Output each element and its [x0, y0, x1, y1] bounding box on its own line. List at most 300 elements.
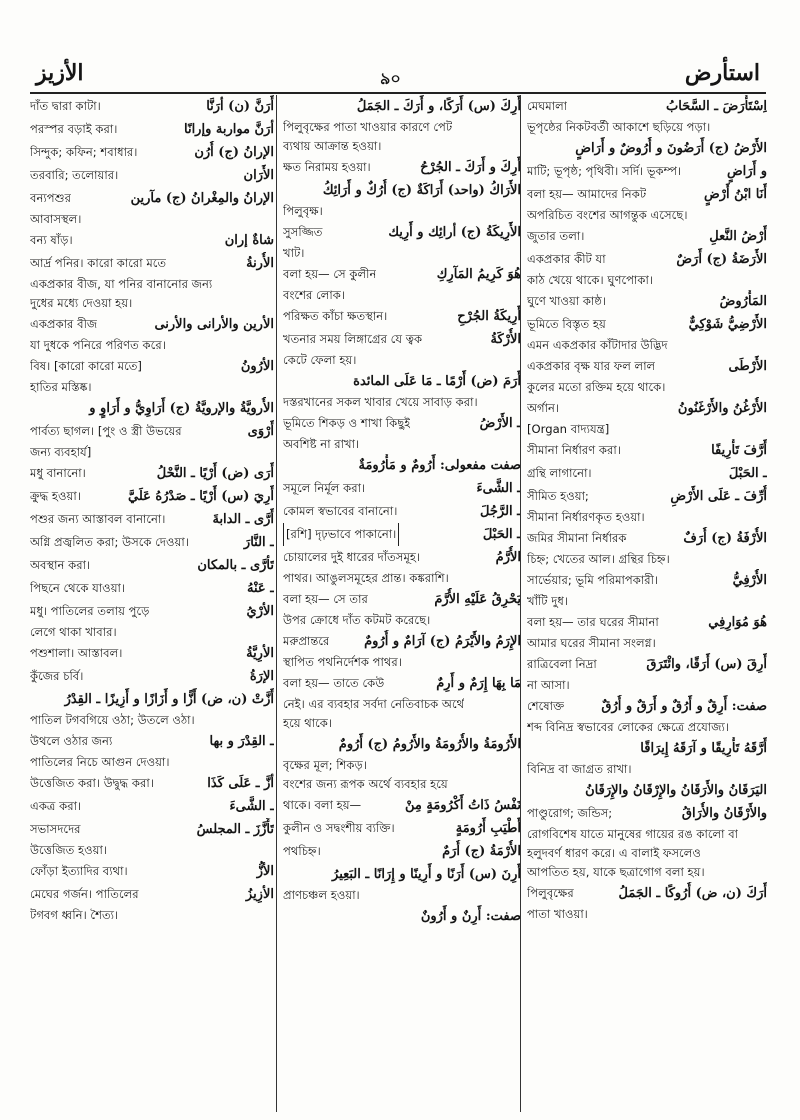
bengali-definition: উপর ক্রোধে দাঁত কটমট করেছে। — [283, 613, 431, 627]
entry-line — [527, 206, 767, 225]
arabic-headword: صفت: أَرِقٌ و أَرُقٌ و أَرَقٌ و أُرُقٌ — [601, 699, 767, 714]
arabic-headword: أَرْضُ النَّعلِ — [709, 229, 767, 244]
bengali-definition: বলা হয়— সে কুলীন — [283, 267, 377, 281]
entry-line — [30, 485, 274, 508]
entry-line — [30, 772, 274, 795]
entry-line — [283, 630, 521, 653]
arabic-headword: الأرُونُ — [240, 359, 274, 374]
arabic-headword: الأُرْمَةُ (ج) أُرَمٌ — [442, 844, 521, 859]
arabic-headword: أَطْيَبِ أَرُومَةٍ — [455, 821, 521, 836]
entry-line — [283, 393, 521, 412]
arabic-headword: تَأرَّى ـ بالمكان — [197, 558, 274, 573]
entry-line — [527, 550, 767, 569]
bengali-definition: পাতিল টগবগিয়ে ওঠা; উতলে ওঠা। — [30, 713, 195, 727]
entry-line — [527, 882, 767, 905]
bengali-definition: পশুর জন্য আস্তাবল বানানো। — [30, 512, 166, 526]
entry-line — [283, 95, 521, 118]
entry-line — [527, 290, 767, 313]
arabic-headword: الأُرنةُ — [246, 256, 274, 271]
bengali-definition: বিনিদ্র বা জাগ্রত রাখা। — [527, 762, 632, 776]
bengali-definition: বন্য ষাঁড়। — [30, 233, 73, 247]
entry-line — [283, 886, 521, 905]
bengali-definition: পরস্পর বড়াই করা। — [30, 122, 118, 136]
arabic-headword: صفت مفعولى: أَرُومٌ و مَأْرُومَةٌ — [358, 458, 521, 473]
bengali-definition: নেই। এর ব্যবহার সর্বদা নেতিবাচক অর্থে — [283, 697, 465, 711]
bengali-definition: বিষ। [কারো কারো মতে] — [30, 359, 142, 373]
arabic-headword: أَرِكَ و أَرَكَ ـ الجُرْحُ — [420, 160, 521, 175]
entry-line — [527, 160, 767, 183]
arabic-headword: الأَرَان — [243, 168, 274, 183]
entry-line — [30, 95, 274, 118]
bengali-definition: বংশের জন্য রূপক অর্থে ব্যবহার হয়ে — [283, 777, 448, 791]
entry-line — [283, 714, 521, 733]
arabic-headword: أَرْوَى — [247, 424, 274, 439]
entry-line — [30, 642, 274, 665]
bengali-definition: পার্বত্য ছাগল। [পুং ও স্ত্রী উভয়ের — [30, 424, 182, 438]
bengali-definition: হয়ে থাকে। — [283, 716, 333, 730]
bengali-definition: মধু বানানো। — [30, 466, 86, 480]
entry-line — [527, 95, 767, 118]
dictionary-column-middle — [276, 95, 521, 1112]
entry-line — [30, 378, 274, 397]
arabic-headword: المَأْرُوضُ — [719, 294, 767, 309]
bengali-definition: কোমল স্বভাবের বানানো। — [283, 504, 398, 518]
bengali-definition: খাট। — [283, 246, 305, 260]
bengali-definition: ভূপৃষ্ঠের নিকটবর্তী আকাশে ছড়িয়ে পড়া। — [527, 120, 711, 134]
bengali-definition: পাতিলের নিচে আগুন দেওয়া। — [30, 755, 170, 769]
arabic-headword: الأَرْضِيُّ شَوْكِيٌّ — [688, 317, 767, 332]
entry-line — [527, 802, 767, 825]
entry-line — [30, 275, 274, 294]
arabic-headword: الأرِيَّةُ — [246, 646, 274, 661]
entry-line — [527, 118, 767, 137]
bengali-definition: একপ্রকার কীট যা — [527, 252, 606, 266]
bengali-definition: অবস্থান করা। — [30, 558, 91, 572]
bengali-definition: একপ্রকার বৃক্ষ যার ফল লাল — [527, 359, 656, 373]
bengali-definition: অগ্নি প্রজ্বলিত করা; উসকে দেওয়া। — [30, 535, 189, 549]
arabic-headword: أَرِقَ (س) أَرَقًا، وائْتَرَقَ — [646, 657, 767, 672]
arabic-headword: ـ الحَبْلَ — [728, 466, 767, 481]
entry-line — [30, 531, 274, 554]
arabic-headword: الأُرَّمُ — [495, 550, 521, 565]
entry-line — [30, 841, 274, 860]
bengali-definition: জমির সীমানা নির্ধারক — [527, 531, 627, 545]
bengali-definition: পথচিহ্ন। — [283, 844, 321, 858]
arabic-headword: أَرَمَ (ض) أَرْمًا ـ مَا عَلَى المائدة — [353, 374, 521, 389]
entry-line — [283, 653, 521, 672]
bengali-definition: রোগবিশেষ যাতে মানুষের গায়ের রঙ কালো বা — [527, 827, 739, 841]
bengali-definition: পিলুবৃক্ষের পাতা খাওয়ার কারণে পেট — [283, 120, 453, 134]
entry-line — [283, 244, 521, 263]
bengali-definition: আমার ঘরের সীমানা সংলগ্ন। — [527, 636, 656, 650]
arabic-headword: الأرْيُ — [246, 604, 274, 619]
entry-line — [527, 508, 767, 527]
entry-line — [527, 183, 767, 206]
entry-line — [527, 378, 767, 397]
entry-line — [30, 753, 274, 772]
bengali-definition: লেগে থাকা খাবার। — [30, 625, 117, 639]
bengali-definition: সীমানা নির্ধারণ করা। — [527, 443, 621, 457]
entry-line — [527, 355, 767, 378]
bengali-definition: সুসজ্জিত — [283, 225, 323, 239]
entry-line — [283, 756, 521, 775]
bengali-definition: পিলুবৃক্ষের — [527, 886, 574, 900]
arabic-headword: تَأَزَّزَ ـ المجلسُ — [196, 822, 274, 837]
entry-line — [283, 523, 521, 546]
entry-line — [30, 229, 274, 252]
arabic-headword: الأَرَاكُ (واحد) أَرَاكَةٌ (ج) أُرُكٌ و أَرَائِكُ — [322, 183, 521, 198]
entry-line — [283, 202, 521, 221]
entry-line — [283, 305, 521, 328]
entry-line — [30, 164, 274, 187]
bengali-definition: একপ্রকার বীজ, যা পনির বানানোর জন্য — [30, 277, 213, 291]
entry-line — [30, 554, 274, 577]
bengali-definition: সীমিত হওয়া; — [527, 489, 589, 503]
entry-line — [30, 577, 274, 600]
entry-line — [283, 370, 521, 393]
arabic-headword: الأَرِيكَةُ (ج) أرائِك و أَرِيك — [388, 225, 521, 240]
arabic-headword: الإرانُ والمِغْرانُ (ج) مآرين — [130, 191, 274, 206]
entry-line — [527, 844, 767, 863]
entry-line — [283, 477, 521, 500]
bengali-definition: ঘুণে খাওয়া কাষ্ঠ। — [527, 294, 607, 308]
entry-line — [527, 397, 767, 420]
bengali-definition: কুলের মতো রক্তিম হয়ে থাকে। — [527, 380, 666, 394]
bengali-definition: মাটি; ভূপৃষ্ঠ; পৃথিবী। সর্দি। ভূকম্প। — [527, 164, 682, 178]
arabic-headword: يَحْرِقُ عَلَيْهِ الأُرَّمَ — [434, 592, 521, 607]
entry-line — [283, 263, 521, 286]
arabic-headword: الأرين والأرانى والأرنى — [154, 317, 274, 332]
arabic-headword: أَرَّفَ تَأْرِيفًا — [711, 443, 767, 458]
entry-line — [283, 286, 521, 305]
entry-line — [283, 118, 521, 137]
page-header — [0, 0, 800, 92]
arabic-headword: ـ الحَبْلَ — [482, 527, 521, 542]
arabic-headword: الأَرَضَةُ (ج) أَرَضٌ — [676, 252, 767, 267]
bengali-definition: উত্তেজিত হওয়া। — [30, 843, 108, 857]
bengali-definition: অর্গান। — [527, 401, 560, 415]
bengali-definition: পাতা খাওয়া। — [527, 907, 588, 921]
bengali-definition: আর্দ্র পনির। কারো কারো মতে — [30, 256, 167, 270]
bengali-definition: পাণ্ডুরোগ; জন্ডিস; — [527, 806, 613, 820]
header-guide-word-left: الأزيز — [36, 60, 84, 86]
bengali-definition: আবাসস্থল। — [30, 212, 82, 226]
entry-line — [283, 863, 521, 886]
arabic-headword: و أَرَاضٍ — [726, 164, 767, 179]
entry-line — [283, 905, 521, 928]
entry-line — [30, 252, 274, 275]
bengali-definition: এমন একপ্রকার কাঁটাদার উদ্ভিদ — [527, 338, 668, 352]
entry-line — [527, 271, 767, 290]
bengali-definition: তরবারি; তলোয়ার। — [30, 168, 119, 182]
bengali-definition: শেষোক্ত — [527, 699, 565, 713]
bengali-definition: পশুশালা। আস্তাবল। — [30, 646, 123, 660]
entry-line — [527, 676, 767, 695]
arabic-headword: الأُرْغُنُ والأَرْغَنُونُ — [677, 401, 767, 416]
bengali-definition: পরিক্ষত কাঁচা ক্ষতস্থান। — [283, 309, 388, 323]
bengali-definition: বৃক্ষের মূল; শিকড়। — [283, 758, 367, 772]
entry-line — [30, 665, 274, 688]
entry-line — [527, 248, 767, 271]
arabic-headword: الأَرْضُ (ج) أَرَضُونَ و أُرُوضٌ و أَرَاضٍ — [575, 141, 767, 156]
arabic-headword: والأَرْقَانُ والأُرَاقُ — [681, 806, 767, 821]
bengali-definition: জুতার তলা। — [527, 229, 585, 243]
entry-line — [283, 840, 521, 863]
arabic-headword: الأزُّ — [256, 864, 274, 879]
arabic-headword: الإرانُ (ج) أُرُن — [194, 145, 274, 160]
entry-line — [30, 294, 274, 313]
arabic-headword: أَرِكَ (س) أَرَكًا، و أَرَكَ ـ الجَمَلُ — [356, 99, 521, 114]
arabic-headword: اليَرَقَانُ والأَرَقَانُ والإِرْقَانُ والإِرَقَانُ — [585, 783, 767, 798]
bengali-definition: উথলে ওঠার জন্য — [30, 734, 113, 748]
bengali-definition: দুধের মধ্যে দেওয়া হয়। — [30, 296, 133, 310]
entry-line — [283, 500, 521, 523]
entry-line — [30, 462, 274, 485]
bengali-definition: হাতির মস্তিষ্ক। — [30, 380, 92, 394]
entry-line — [283, 137, 521, 156]
entry-line — [283, 454, 521, 477]
entry-line — [283, 221, 521, 244]
arabic-headword: الأُرْكَةُ — [490, 332, 521, 347]
entry-line — [283, 569, 521, 588]
bengali-definition: না আসা। — [527, 678, 570, 692]
bengali-definition: অবশিষ্ট না রাখা। — [283, 437, 360, 451]
entry-line — [527, 462, 767, 485]
arabic-headword: شاةٌ إران — [224, 233, 274, 248]
dictionary-column-left — [30, 95, 274, 1112]
entry-line — [527, 592, 767, 611]
bengali-definition: কুঁজের চর্বি। — [30, 669, 84, 683]
entry-line — [30, 397, 274, 420]
entry-line — [527, 760, 767, 779]
bengali-definition: কেটে ফেলা হয়। — [283, 353, 357, 367]
entry-line — [527, 863, 767, 882]
bengali-definition: সার্ভেয়ার; ভূমি পরিমাপকারী। — [527, 573, 659, 587]
entry-line — [283, 733, 521, 756]
arabic-headword: ـ القِدْرَ و بها — [209, 734, 274, 749]
arabic-headword: ـ الشَّىءَ — [476, 481, 521, 496]
entry-line — [283, 817, 521, 840]
bengali-definition: বলা হয়— তার ঘরের সীমানা — [527, 615, 659, 629]
entry-line — [527, 779, 767, 802]
entry-line — [527, 611, 767, 634]
bengali-definition: উত্তেজিত করা। উদ্বুদ্ধ করা। — [30, 776, 154, 790]
bengali-definition: দস্তরখানের সকল খাবার খেয়ে সাবাড় করা। — [283, 395, 478, 409]
arabic-headword: أَرَكَ (ن، ض) أُرُوكًا ـ الجَمَلُ — [618, 886, 767, 901]
entry-line — [527, 825, 767, 844]
entry-line — [527, 737, 767, 760]
entry-line — [283, 588, 521, 611]
entry-line — [30, 883, 274, 906]
entry-line — [30, 906, 274, 925]
arabic-headword: ـ الشَّىءَ — [229, 799, 274, 814]
bengali-definition: ক্ষত নিরাময় হওয়া। — [283, 160, 371, 174]
entry-line — [30, 795, 274, 818]
bengali-definition: জন্য ব্যবহার্য] — [30, 445, 92, 459]
arabic-headword: أَرَّقَهُ تَأْرِيقًا و آرَقَهُ إِيرَاقًا — [640, 741, 767, 756]
bengali-definition: টগবগ ধ্বনি। শৈত্য। — [30, 908, 119, 922]
dictionary-column-right — [520, 95, 767, 1112]
arabic-headword: مَا بِهَا إِرَمٌ و أَرِمٌ — [436, 676, 521, 691]
bengali-definition: [রশি] দৃঢ়ভাবে পাকানো। — [283, 523, 399, 546]
bengali-definition: পাথর। আঙুলসমূহের প্রান্ত। কঙ্করাশি। — [283, 571, 449, 585]
bengali-definition: মেঘমালা — [527, 99, 568, 113]
entry-line — [30, 187, 274, 210]
bengali-definition: পিলুবৃক্ষ। — [283, 204, 323, 218]
entry-line — [283, 611, 521, 630]
bengali-definition: কাঠ খেয়ে থাকে। ঘুণপোকা। — [527, 273, 653, 287]
entry-line — [30, 118, 274, 141]
bengali-definition: কুলীন ও সদ্বংশীয় ব্যক্তি। — [283, 821, 395, 835]
arabic-headword: ـ الأَرْضُ — [479, 416, 521, 431]
bengali-definition: সভাসদদের — [30, 822, 81, 836]
bengali-definition: মেঘের গর্জন। পাতিলের — [30, 887, 139, 901]
bengali-definition: শব্দ বিনিদ্র স্বভাবের লোকের ক্ষেত্রে প্রযোজ্য। — [527, 720, 730, 734]
arabic-headword: الأُرْفِيُّ — [732, 573, 767, 588]
arabic-headword: أَنَا ابْنُ أَرْضٍ — [704, 187, 767, 202]
entry-line — [30, 420, 274, 443]
arabic-headword: أزَّ ـ عَلَى كَذَا — [207, 776, 274, 791]
entry-line — [283, 775, 521, 794]
bengali-definition: [Organ বাদ্যযন্ত্র] — [527, 422, 610, 436]
entry-line — [527, 718, 767, 737]
arabic-headword: أَرَّى ـ الدابةَ — [212, 512, 274, 527]
bengali-definition: একপ্রকার বীজ — [30, 317, 98, 331]
bengali-definition: বন্যপশুর — [30, 191, 71, 205]
arabic-headword: هُوَ كَرِيمُ المَآرِكِ — [436, 267, 521, 282]
entry-line — [283, 672, 521, 695]
page-number: ৯০ — [380, 69, 401, 88]
arabic-headword: الأُرويَّةُ والإرويَّةُ (ج) أَرَاوِيُّ و أَرَاوٍ و — [89, 401, 274, 416]
arabic-headword: ـ النَّارَ — [243, 535, 274, 550]
entry-line — [527, 485, 767, 508]
arabic-headword: نَفْسُ ذَاتُ أَكْرُومَةٍ مِنْ — [404, 798, 521, 813]
entry-line — [30, 141, 274, 164]
entry-line — [283, 351, 521, 370]
entry-line — [527, 313, 767, 336]
arabic-headword: أَرَى (ض) أَرْيًا ـ النَّحْلُ — [156, 466, 274, 481]
entry-line — [283, 435, 521, 454]
bengali-definition: দাঁত দ্বারা কাটা। — [30, 99, 101, 113]
arabic-headword: أَرِيكَةُ الجُرْحِ — [457, 309, 521, 324]
bengali-definition: আপতিত হয়, যাকে ছত্রাগোগ বলা হয়। — [527, 865, 705, 879]
bengali-definition: বংশের লোক। — [283, 288, 345, 302]
arabic-headword: أَرِنَ (س) أَرَنًا و أَرِينًا و إِرَانًا ـ البَعِيرُ — [332, 867, 521, 882]
bengali-definition: ক্রুদ্ধ হওয়া। — [30, 489, 81, 503]
entry-line — [283, 328, 521, 351]
entry-line — [527, 527, 767, 550]
bengali-definition: অপরিচিত বংশের আগন্তুক এসেছে। — [527, 208, 688, 222]
entry-line — [30, 688, 274, 711]
bengali-definition: মধু। পাতিলের তলায় পুড়ে — [30, 604, 150, 618]
bengali-definition: হলুদবর্ণ ধারণ করে। এ বালাই ফসলেও — [527, 846, 701, 860]
entry-line — [527, 439, 767, 462]
entry-line — [30, 443, 274, 462]
bengali-definition: ভূমিতে শিকড় ও শাখা কিছুই — [283, 416, 411, 430]
arabic-headword: ـ الرَّجُلَ — [480, 504, 521, 519]
entry-line — [527, 137, 767, 160]
entry-line — [527, 336, 767, 355]
entry-line — [527, 225, 767, 248]
arabic-headword: الأَرُومَةُ والأُرُومَةُ والأَرُومُ (ج) أَرُومٌ — [338, 737, 521, 752]
entry-line — [30, 623, 274, 642]
entry-line — [283, 695, 521, 714]
bengali-definition: খতনার সময় লিঙ্গাগ্রের যে ত্বক — [283, 332, 423, 346]
bengali-definition: সিন্দুক; কফিন; শবাধার। — [30, 145, 138, 159]
entry-line — [30, 600, 274, 623]
bengali-definition: রাত্রিবেলা নিদ্রা — [527, 657, 597, 671]
bengali-definition: স্থাপিত পথনির্দেশক পাথর। — [283, 655, 402, 669]
bengali-definition: বলা হয়— তাতে কেউ — [283, 676, 385, 690]
entry-line — [30, 818, 274, 841]
entry-line — [527, 695, 767, 718]
bengali-definition: একত্র করা। — [30, 799, 82, 813]
entry-line — [30, 508, 274, 531]
arabic-headword: صفت: أَرِنٌ و أَرُونٌ — [420, 909, 521, 924]
bengali-definition: পিছনে থেকে যাওয়া। — [30, 581, 126, 595]
bengali-definition: গ্রন্থি লাগানো। — [527, 466, 592, 480]
arabic-headword: أَزَّتْ (ن، ض) أَزًّا و أَزَازًا و أَزِيزًا ـ القِدْرُ — [64, 692, 274, 707]
bengali-definition: বলা হয়— আমাদের নিকট — [527, 187, 647, 201]
entry-line — [30, 711, 274, 730]
arabic-headword: الأَرْطَى — [728, 359, 767, 374]
entry-line — [527, 653, 767, 676]
entry-line — [527, 569, 767, 592]
entry-line — [30, 355, 274, 378]
entry-line — [30, 313, 274, 336]
arabic-headword: هُوَ مُوَارِفِي — [708, 615, 767, 630]
entry-line — [283, 546, 521, 569]
bengali-definition: মরুপ্রান্তরে — [283, 634, 330, 648]
arabic-headword: الأُرْفَةُ (ج) أُرَفٌ — [683, 531, 767, 546]
bengali-definition: খাঁটি দুধ। — [527, 594, 569, 608]
entry-line — [283, 794, 521, 817]
arabic-headword: أُرِّفَ ـ عَلَى الأَرْضِ — [670, 489, 767, 504]
bengali-definition: ব্যথায় আক্রান্ত হওয়া। — [283, 139, 382, 153]
entry-line — [283, 179, 521, 202]
bengali-definition: চোয়ালের দুই ধারের দাঁতসমূহ। — [283, 550, 421, 564]
entry-line — [527, 634, 767, 653]
arabic-headword: الإرَةُ — [249, 669, 274, 684]
header-rule — [30, 92, 766, 94]
entry-line — [30, 730, 274, 753]
arabic-headword: الأزِيزُ — [245, 887, 274, 902]
arabic-headword: أَرِيَ (س) أَرْيًا ـ صَدْرُهُ عَلَيَّ — [128, 489, 274, 504]
arabic-headword: ـ عَنْهُ — [247, 581, 274, 596]
entry-line — [30, 210, 274, 229]
bengali-definition: চিহ্ন; খেতের আল। গ্রন্থির চিহ্ন। — [527, 552, 670, 566]
bengali-definition: থাকে। বলা হয়— — [283, 798, 362, 812]
arabic-headword: اِسْتَأْرَضَ ـ السَّحَابُ — [665, 99, 767, 114]
arabic-headword: أَرَنَّ (ن) أرَنَّا — [206, 99, 274, 114]
header-guide-word-right: استأرض — [684, 60, 760, 86]
entry-line — [527, 905, 767, 924]
entry-line — [283, 412, 521, 435]
entry-line — [30, 860, 274, 883]
bengali-definition: বলা হয়— সে তার — [283, 592, 368, 606]
arabic-headword: الإِرَمُ والأَيْرَمُ (ج) آرَامٌ و أُرُومٌ — [364, 634, 521, 649]
arabic-headword: أرَنَّ مواربة وإرانًا — [183, 122, 274, 137]
bengali-definition: ভূমিতে বিস্তৃত হয় — [527, 317, 606, 331]
entry-line — [283, 156, 521, 179]
bengali-definition: প্রাণচঞ্চল হওয়া। — [283, 888, 360, 902]
entry-line — [527, 420, 767, 439]
bengali-definition: সমূলে নির্মূল করা। — [283, 481, 366, 495]
bengali-definition: ফোঁড়া ইত্যাদির ব্যথা। — [30, 864, 128, 878]
bengali-definition: সীমানা নির্ধারণকৃত হওয়া। — [527, 510, 645, 524]
bengali-definition: যা দুধকে পনিরে পরিণত করে। — [30, 338, 166, 352]
entry-line — [30, 336, 274, 355]
